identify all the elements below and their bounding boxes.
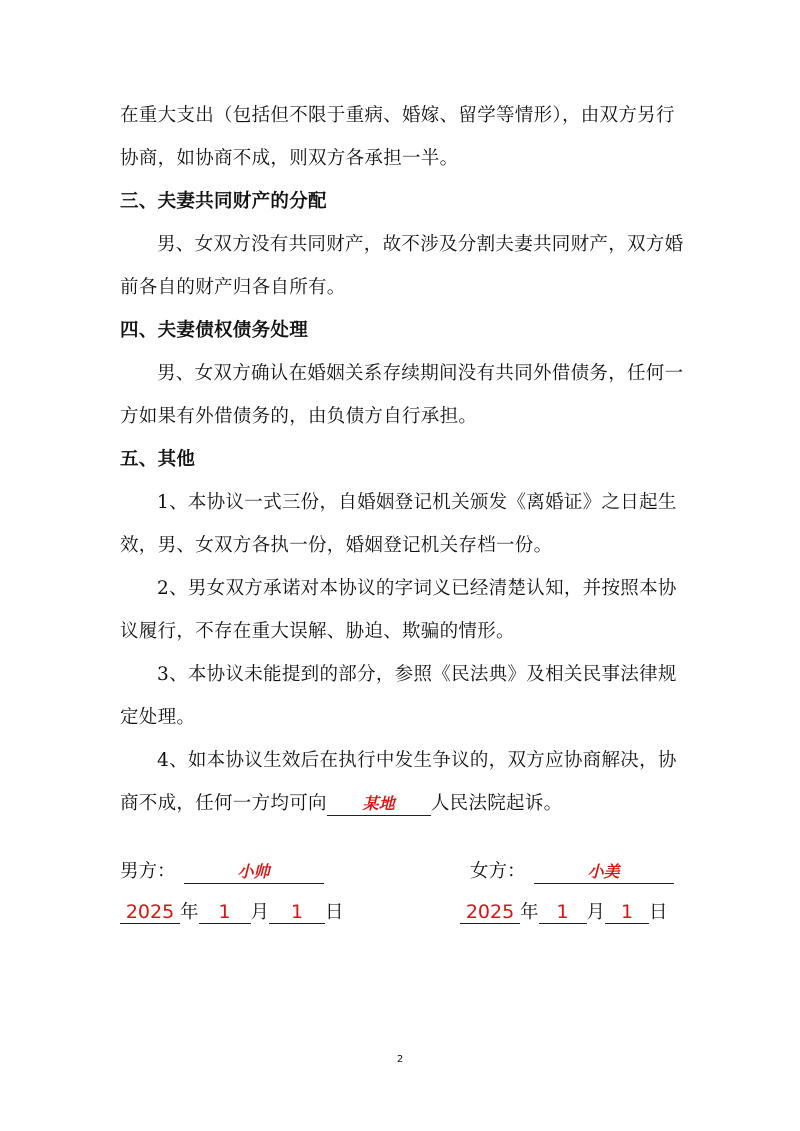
paragraph-line: 男、女双方确认在婚姻关系存续期间没有共同外借债务，任何一 [157,363,684,384]
section-heading: 四、夫妻债权债务处理 [120,320,309,341]
female-month-field[interactable]: 1 [539,901,587,924]
male-label: 男方： [120,861,176,882]
paragraph-line: 协商，如协商不成，则双方各承担一半。 [120,148,459,169]
male-day-field[interactable]: 1 [269,901,325,924]
court-clause-prefix: 商不成，任何一方均可向 [120,793,327,814]
paragraph-line: 1、本协议一式三份，自婚姻登记机关颁发《离婚证》之日起生 [157,492,677,513]
paragraph-line: 前各自的财产归各自所有。 [120,277,346,298]
male-name-field[interactable]: 小帅 [184,861,324,884]
court-place-field[interactable]: 某地 [327,793,431,816]
section-heading: 五、其他 [120,449,196,470]
section-heading: 三、夫妻共同财产的分配 [120,191,327,212]
paragraph-line: 3、本协议未能提到的部分，参照《民法典》及相关民事法律规 [157,664,677,685]
year-unit: 年 [520,902,539,923]
paragraph-line: 定处理。 [120,707,196,728]
month-unit: 月 [250,902,270,923]
female-year-field[interactable]: 2025 [460,901,520,924]
male-date-line [120,900,344,926]
female-day-field[interactable]: 1 [605,901,649,924]
page-number: 2 [396,1054,404,1065]
year-unit: 年 [180,902,199,923]
paragraph-line: 男、女双方没有共同财产，故不涉及分割夫妻共同财产，双方婚 [157,234,684,255]
male-month-field[interactable]: 1 [199,901,251,924]
paragraph-line: 方如果有外借债务的，由负债方自行承担。 [120,406,478,427]
paragraph-line: 4、如本协议生效后在执行中发生争议的，双方应协商解决，协 [157,750,677,771]
court-clause [120,792,562,816]
female-signature-line [470,859,674,885]
paragraph-line: 在重大支出（包括但不限于重病、婚嫁、留学等情形），由双方另行 [120,105,675,126]
female-name-field[interactable]: 小美 [534,861,674,884]
female-label: 女方： [470,861,526,882]
paragraph-line: 效，男、女双方各执一份，婚姻登记机关存档一份。 [120,535,553,556]
court-clause-suffix: 人民法院起诉。 [430,793,563,814]
month-unit: 月 [586,902,606,923]
male-signature-line [120,859,324,885]
male-year-field[interactable]: 2025 [120,901,180,924]
day-unit: 日 [325,902,344,923]
paragraph-line: 2、男女双方承诺对本协议的字词义已经清楚认知，并按照本协 [157,578,677,599]
paragraph-line: 议履行，不存在重大误解、胁迫、欺骗的情形。 [120,621,515,642]
day-unit: 日 [649,902,668,923]
female-date-line [460,900,668,926]
